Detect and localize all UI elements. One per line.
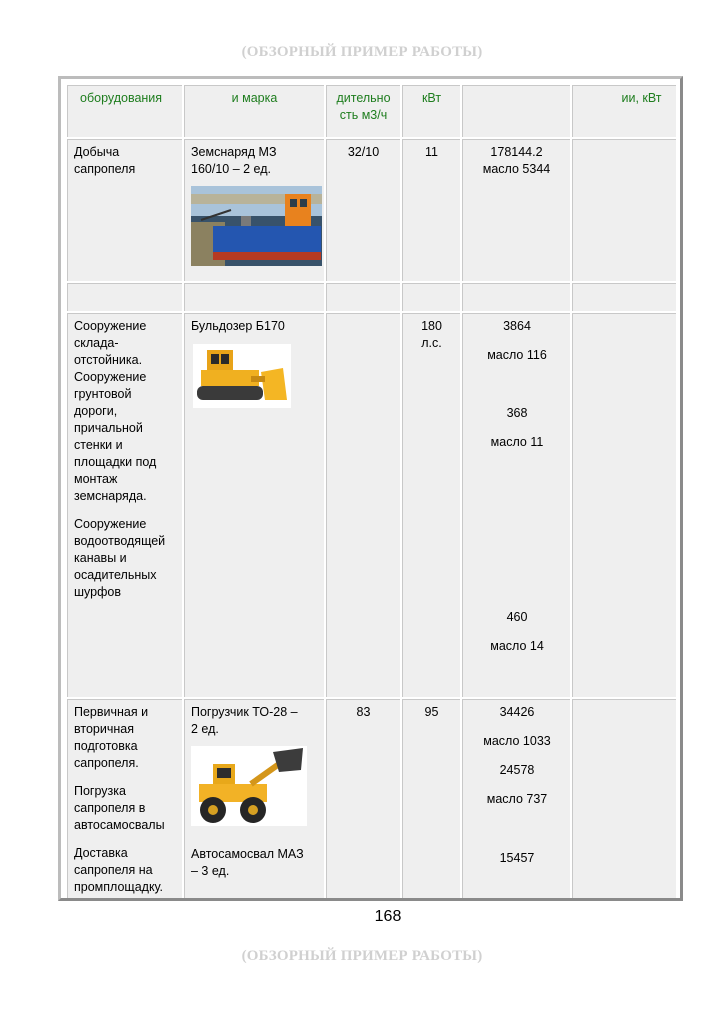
dredger-photo — [191, 186, 322, 266]
row3-equipment: Погрузчик ТО-28 – 2 ед. Автосамосвал МАЗ – 3 ед. — [184, 699, 324, 898]
row3-operation: Первичная и вторичная подготовка сапропеля. Погрузка сапропеля в автосамосвалы Доставка сапропеля на промплощадку. — [67, 699, 182, 898]
empty-row-cell — [572, 283, 676, 311]
row2-consumption: 3864 масло 116 368 масло 11 460 масло 14 — [462, 313, 570, 697]
header-cell-consumption — [462, 85, 570, 137]
row1-productivity: 32/10 — [326, 139, 400, 281]
row2-productivity — [326, 313, 400, 697]
empty-row-cell — [326, 283, 400, 311]
equipment-table — [58, 76, 683, 901]
empty-row-cell — [67, 283, 182, 311]
row1-total-power — [572, 139, 676, 281]
header-cell-total-power: ии, кВт — [572, 85, 676, 137]
watermark-bottom: (ОБЗОРНЫЙ ПРИМЕР РАБОТЫ) — [241, 948, 483, 964]
empty-row-cell — [402, 283, 460, 311]
header-cell-power: кВт — [402, 85, 460, 137]
header-cell-operation: оборудования — [67, 85, 182, 137]
row1-equipment: Земснаряд МЗ 160/10 – 2 ед. — [184, 139, 324, 281]
watermark-top: (ОБЗОРНЫЙ ПРИМЕР РАБОТЫ) — [241, 44, 483, 60]
row2-operation: Сооружение склада- отстойника. Сооружение грунтовой дороги, причальной стенки и площадки под монтаж земснаряда. Сооружение водоотводящей канавы и осадительных шурфов — [67, 313, 182, 697]
header-cell-equipment: и марка — [184, 85, 324, 137]
row3-power: 95 — [402, 699, 460, 898]
row2-total-power — [572, 313, 676, 697]
row2-power: 180 л.с. — [402, 313, 460, 697]
row1-power: 11 — [402, 139, 460, 281]
row1-consumption: 178144.2 масло 5344 — [462, 139, 570, 281]
loader-photo — [191, 746, 307, 826]
bulldozer-photo — [193, 344, 291, 408]
empty-row-cell — [184, 283, 324, 311]
row2-equipment: Бульдозер Б170 — [184, 313, 324, 697]
row3-total-power — [572, 699, 676, 898]
page-number: 168 — [374, 908, 402, 925]
row3-productivity: 83 — [326, 699, 400, 898]
header-cell-productivity: дительно сть м3/ч — [326, 85, 400, 137]
row3-consumption: 34426 масло 1033 24578 масло 737 15457 — [462, 699, 570, 898]
empty-row-cell — [462, 283, 570, 311]
row1-operation: Добыча сапропеля — [67, 139, 182, 281]
